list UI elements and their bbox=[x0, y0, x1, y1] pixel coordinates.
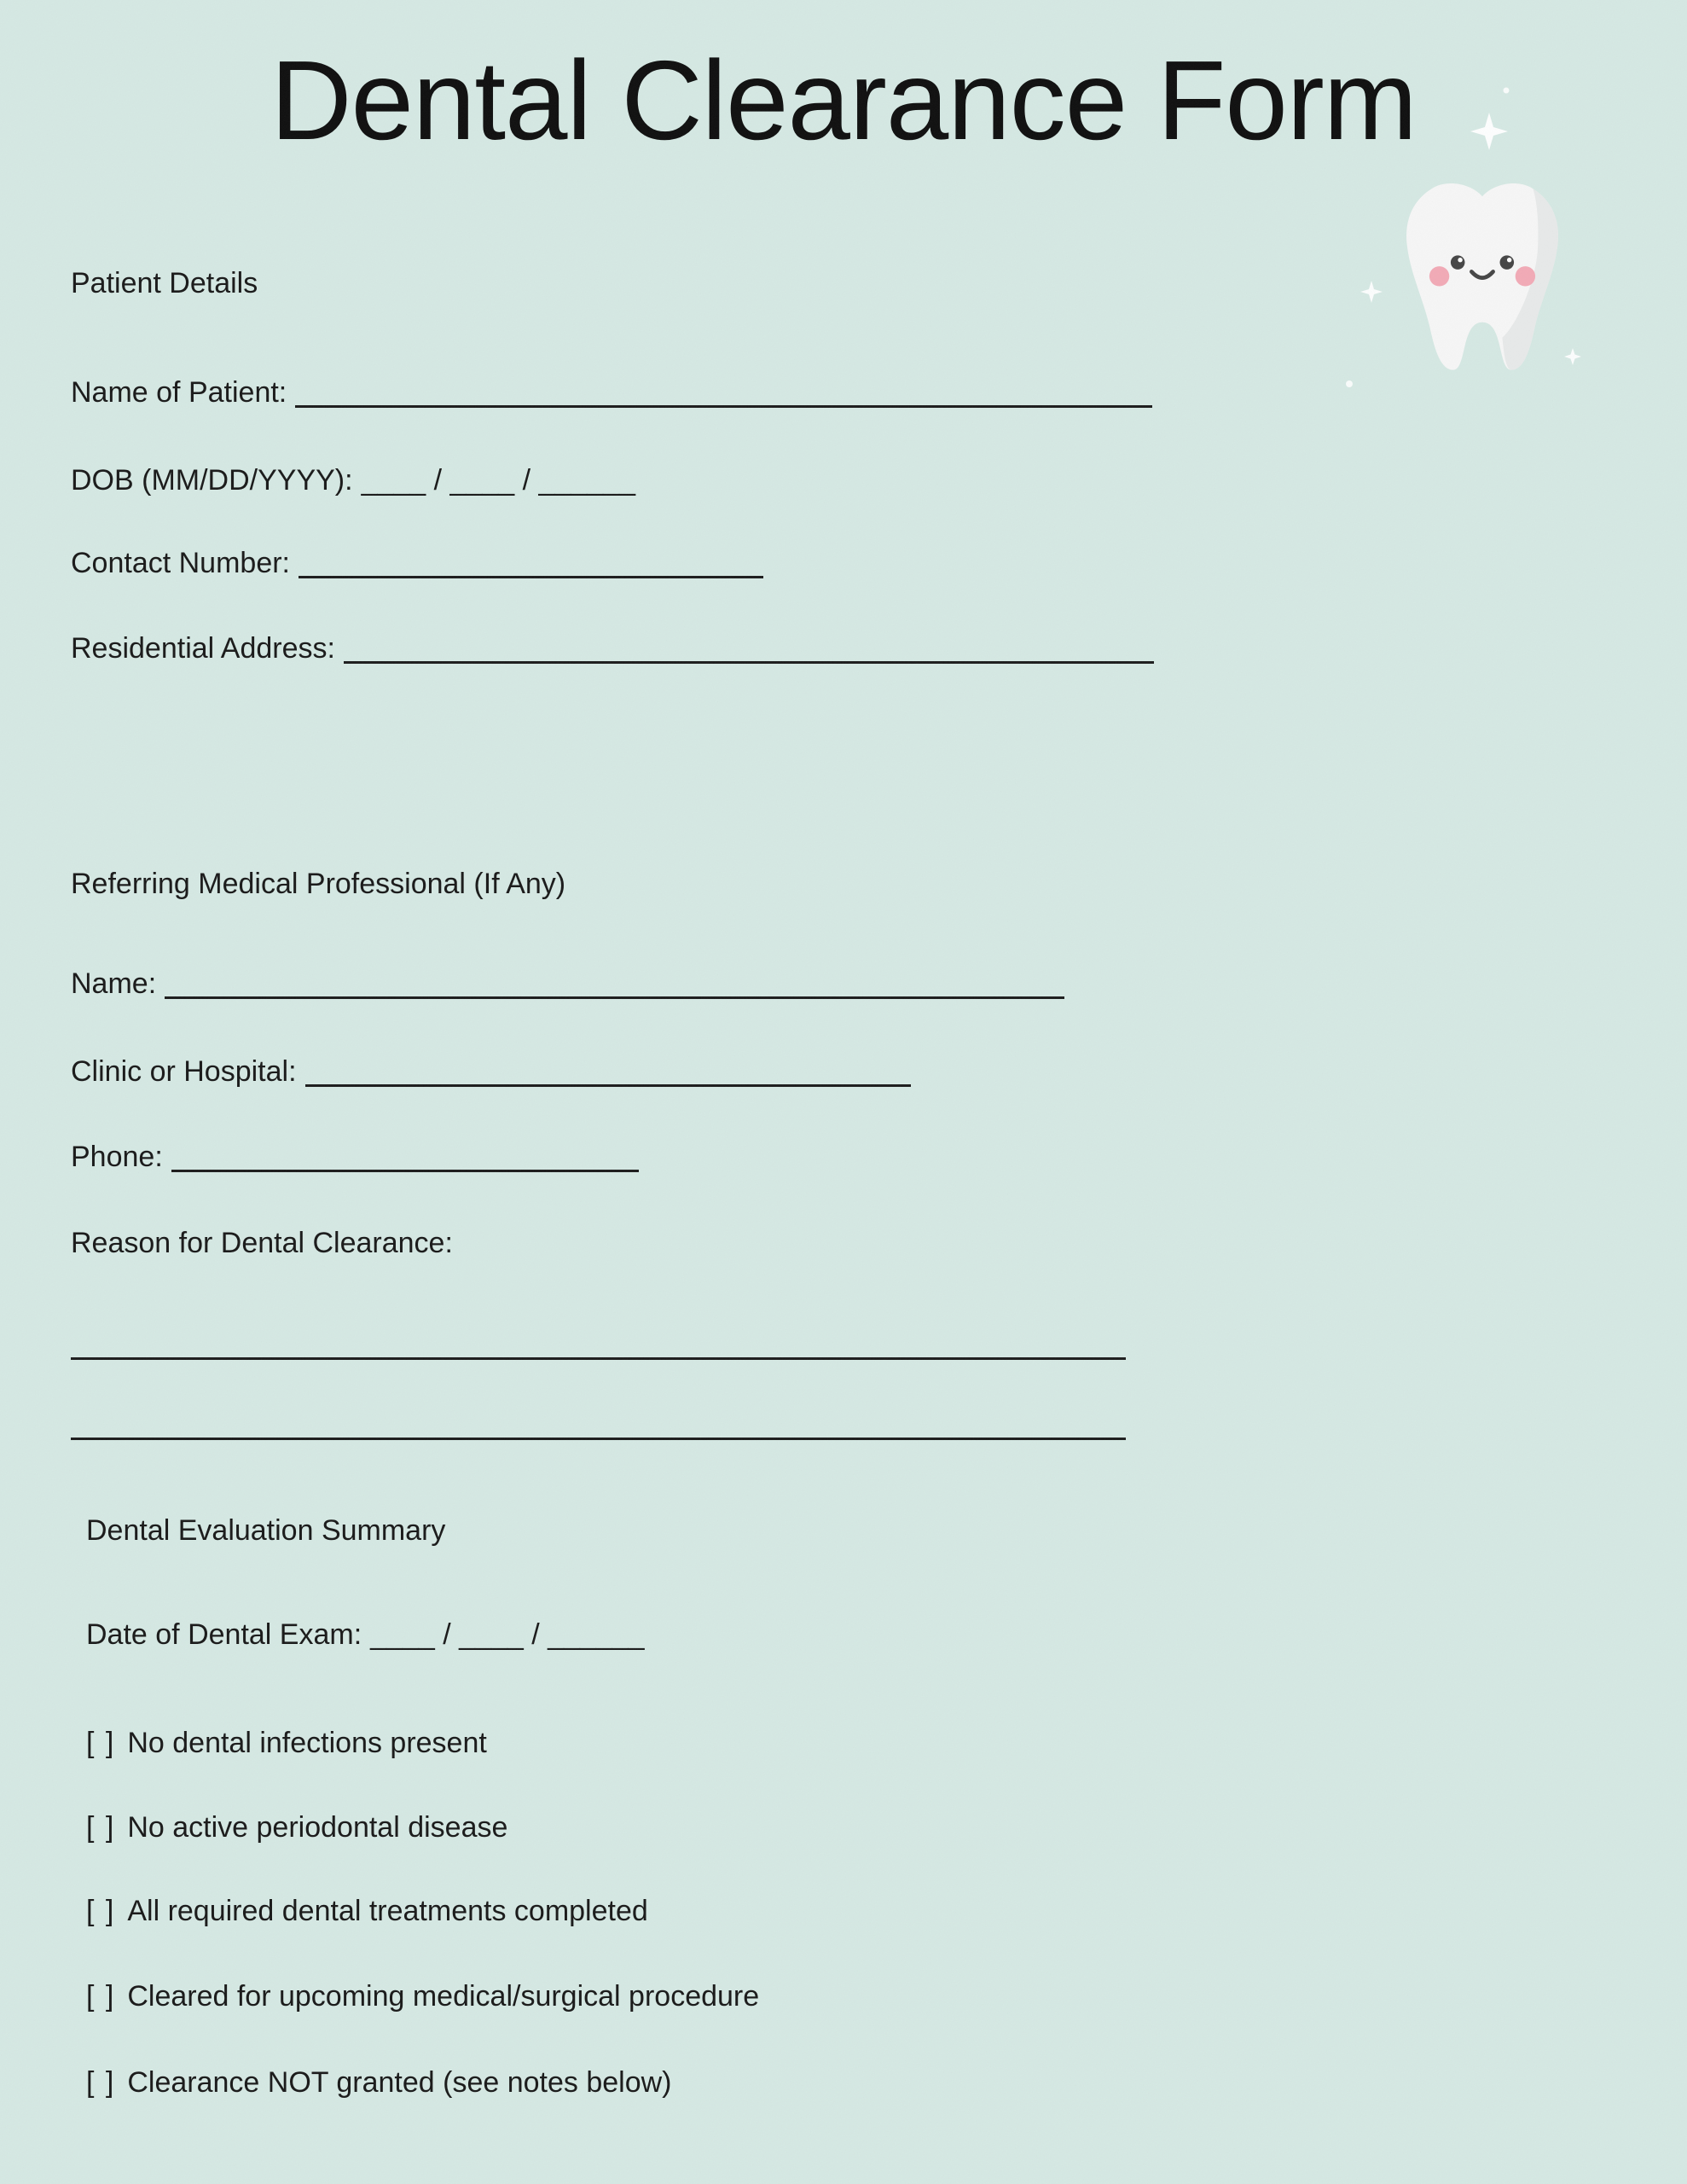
field-referrer-phone bbox=[71, 1140, 639, 1174]
section-heading-referrer: Referring Medical Professional (If Any) bbox=[71, 868, 566, 900]
tooth-eye bbox=[1500, 255, 1515, 270]
field-referrer-name bbox=[71, 967, 1064, 1001]
checkbox[interactable]: [ ] bbox=[86, 2066, 116, 2099]
patient-contact-label: Contact Number: bbox=[71, 547, 290, 579]
checkbox-item bbox=[86, 1894, 648, 1928]
field-patient-address bbox=[71, 631, 1154, 665]
reason-line-row bbox=[71, 1327, 1126, 1362]
tooth-blush bbox=[1516, 266, 1535, 286]
mascot-svg bbox=[1330, 77, 1638, 418]
reason-label: Reason for Dental Clearance: bbox=[71, 1227, 453, 1259]
referrer-name-line[interactable] bbox=[165, 996, 1064, 999]
mascot-decor bbox=[1330, 77, 1638, 422]
patient-dob-label: DOB (MM/DD/YYYY): bbox=[71, 464, 353, 497]
tooth-blush bbox=[1429, 266, 1449, 286]
checkbox-item bbox=[86, 1810, 507, 1844]
referrer-name-label: Name: bbox=[71, 967, 157, 1000]
patient-address-label: Residential Address: bbox=[71, 632, 335, 665]
field-patient-dob bbox=[71, 463, 635, 497]
reason-line-2[interactable] bbox=[71, 1438, 1126, 1440]
exam-date-blank[interactable]: ____ / ____ / ______ bbox=[370, 1618, 645, 1651]
field-exam-date bbox=[86, 1618, 645, 1652]
patient-contact-line[interactable] bbox=[299, 576, 763, 578]
checkbox-item bbox=[86, 2065, 672, 2100]
checkbox-item bbox=[86, 1726, 487, 1760]
tooth-eye bbox=[1451, 255, 1465, 270]
exam-date-label: Date of Dental Exam: bbox=[86, 1618, 362, 1651]
checkbox[interactable]: [ ] bbox=[86, 1980, 116, 2013]
sparkle-icon bbox=[1564, 348, 1581, 365]
sparkle-icon bbox=[1470, 113, 1508, 150]
checkbox[interactable]: [ ] bbox=[86, 1895, 116, 1927]
checkbox-label: No active periodontal disease bbox=[127, 1811, 508, 1844]
field-patient-name bbox=[71, 375, 1152, 410]
field-patient-contact bbox=[71, 546, 763, 580]
checkbox-item bbox=[86, 1979, 759, 2013]
sparkle-dot-icon bbox=[1504, 88, 1510, 94]
referrer-clinic-label: Clinic or Hospital: bbox=[71, 1055, 297, 1088]
referrer-clinic-line[interactable] bbox=[305, 1084, 911, 1087]
sparkle-icon bbox=[1360, 281, 1383, 303]
field-referrer-clinic bbox=[71, 1054, 911, 1089]
checkbox-label: No dental infections present bbox=[127, 1727, 487, 1759]
tooth-icon bbox=[1406, 183, 1558, 370]
page-title: Dental Clearance Form bbox=[270, 38, 1417, 163]
referrer-phone-label: Phone: bbox=[71, 1141, 163, 1173]
reason-line-row bbox=[71, 1408, 1126, 1442]
patient-address-line[interactable] bbox=[344, 661, 1154, 664]
patient-dob-blank[interactable]: ____ / ____ / ______ bbox=[361, 464, 635, 497]
section-heading-evaluation: Dental Evaluation Summary bbox=[86, 1514, 446, 1547]
referrer-phone-line[interactable] bbox=[171, 1170, 639, 1172]
patient-name-label: Name of Patient: bbox=[71, 376, 287, 409]
checkbox-label: Clearance NOT granted (see notes below) bbox=[127, 2066, 672, 2099]
patient-name-line[interactable] bbox=[295, 405, 1152, 408]
checkbox-label: All required dental treatments completed bbox=[127, 1895, 648, 1927]
reason-line-1[interactable] bbox=[71, 1357, 1126, 1360]
checkbox[interactable]: [ ] bbox=[86, 1811, 116, 1844]
section-heading-patient: Patient Details bbox=[71, 267, 258, 299]
checkbox-label: Cleared for upcoming medical/surgical procedure bbox=[127, 1980, 760, 2013]
sparkle-dot-icon bbox=[1346, 380, 1353, 387]
checkbox[interactable]: [ ] bbox=[86, 1727, 116, 1759]
